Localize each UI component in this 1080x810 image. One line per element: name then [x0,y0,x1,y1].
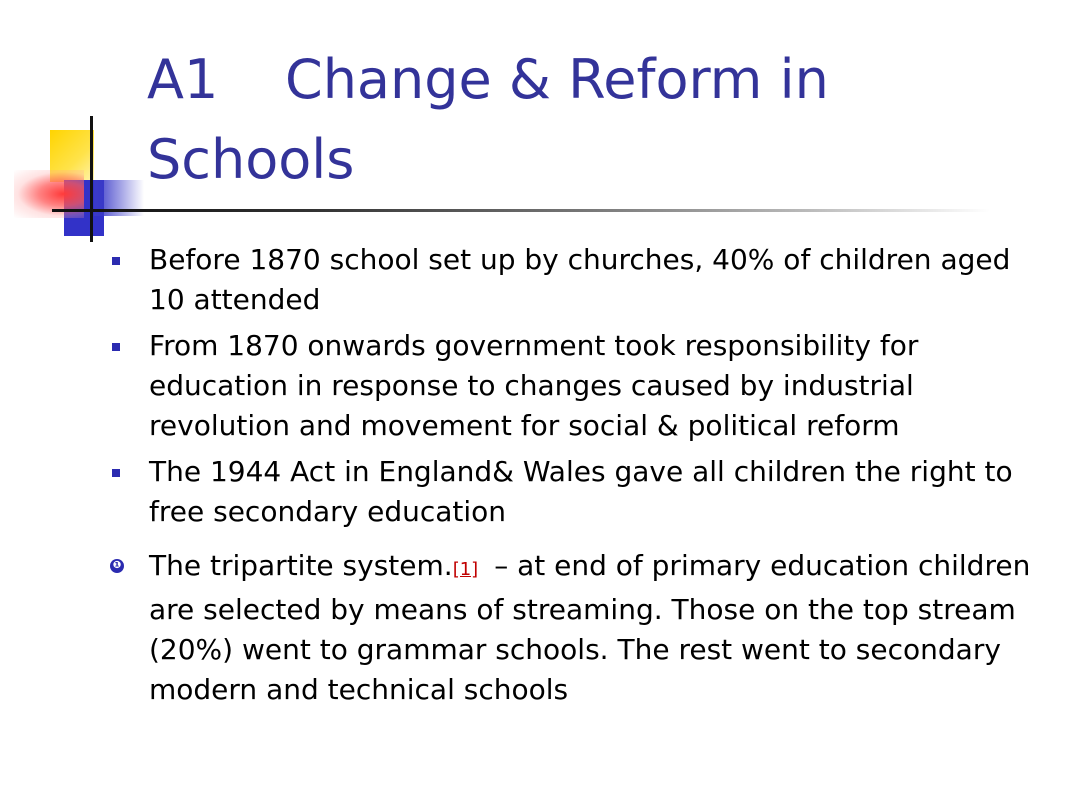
slide-title [147,40,1047,200]
numbered-circle-bullet-icon: ❶ [110,559,124,573]
footnote-reference-link[interactable]: [1] [452,559,479,580]
square-bullet-icon [112,343,120,351]
bullet-item [108,452,1048,532]
square-bullet-icon [112,257,120,265]
bullet-item [108,326,1048,446]
bullet-list [108,240,1048,716]
title-divider [90,209,990,212]
square-bullet-icon [112,469,120,477]
bullet-item [108,546,1048,710]
slide-title-number: A1 [147,48,219,111]
decoration-vertical-line [90,116,93,242]
bullet-item [108,240,1048,320]
title-decoration [0,0,160,260]
bullet-text: The 1944 Act in England& Wales gave all children the right to free secondary education [149,455,1013,528]
slide-title-text: Change & Reform in Schools [147,48,829,191]
bullet-text: Before 1870 school set up by churches, 40% of children aged 10 attended [149,243,1011,316]
bullet-text: From 1870 onwards government took responsibility for education in response to changes caused by industrial revolution and movement for social & political reform [149,329,919,442]
bullet-text-before: The tripartite system. [149,549,453,582]
bullet-text-after: – at end of primary education children are selected by means of streaming. Those on the top stream (20%) went to grammar schools. The rest went to secondary modern and technical schools [149,549,1031,706]
